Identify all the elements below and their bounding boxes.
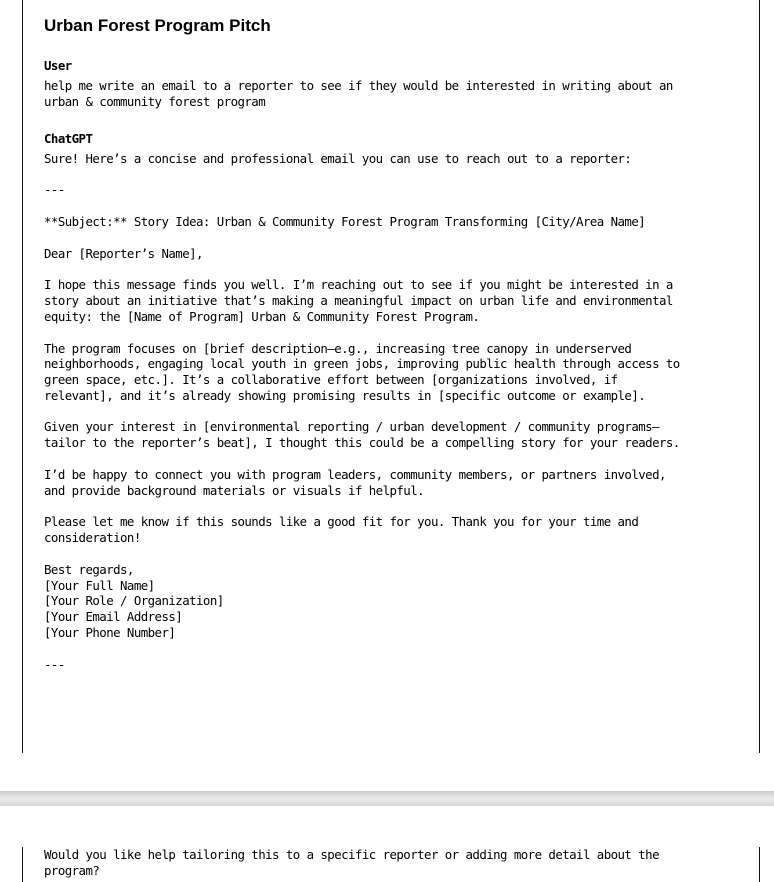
document-page-1 xyxy=(22,0,760,753)
signature-line: [Your Phone Number] xyxy=(44,625,176,640)
signature-line: [Your Role / Organization] xyxy=(44,593,224,608)
assistant-intro: Sure! Here’s a concise and professional email you can use to reach out to a reporter: xyxy=(44,151,632,166)
user-speaker-label: User xyxy=(44,58,72,73)
email-paragraph-line: I’d be happy to connect you with program leaders, community members, or partners involved, xyxy=(44,467,666,482)
email-paragraph-line: relevant], and it’s already showing promising results in [specific outcome or example]. xyxy=(44,388,646,403)
user-message-line: urban & community forest program xyxy=(44,94,266,109)
user-message-line: help me write an email to a reporter to see if they would be interested in writing about an xyxy=(44,78,673,93)
email-paragraph-line: consideration! xyxy=(44,530,141,545)
email-paragraph-line: I hope this message finds you well. I’m reaching out to see if you might be interested in a xyxy=(44,277,673,292)
signature-line: [Your Email Address] xyxy=(44,609,183,624)
divider-bottom: --- xyxy=(44,657,65,672)
email-paragraph-line: green space, etc.]. It’s a collaborative effort between [organizations involved, if xyxy=(44,372,618,387)
page-break-separator xyxy=(0,791,774,806)
divider-top: --- xyxy=(44,182,65,197)
closing-question-line: program? xyxy=(44,863,100,878)
document-title: Urban Forest Program Pitch xyxy=(44,16,271,35)
email-paragraph-line: equity: the [Name of Program] Urban & Community Forest Program. xyxy=(44,309,480,324)
signature-line: Best regards, xyxy=(44,562,134,577)
email-paragraph-line: and provide background materials or visuals if helpful. xyxy=(44,483,425,498)
closing-question-line: Would you like help tailoring this to a specific reporter or adding more detail about the xyxy=(44,847,659,862)
signature-line: [Your Full Name] xyxy=(44,578,155,593)
email-paragraph-line: tailor to the reporter’s beat], I thought this could be a compelling story for your readers. xyxy=(44,435,680,450)
email-paragraph-line: Given your interest in [environmental reporting / urban development / community programs— xyxy=(44,419,659,434)
email-paragraph-line: neighborhoods, engaging local youth in green jobs, improving public health through access to xyxy=(44,356,680,371)
email-paragraph-line: Please let me know if this sounds like a good fit for you. Thank you for your time and xyxy=(44,514,639,529)
email-greeting: Dear [Reporter’s Name], xyxy=(44,246,203,261)
assistant-speaker-label: ChatGPT xyxy=(44,131,93,146)
email-paragraph-line: The program focuses on [brief description—e.g., increasing tree canopy in underserved xyxy=(44,341,632,356)
document-page-2 xyxy=(22,847,760,882)
email-paragraph-line: story about an initiative that’s making a meaningful impact on urban life and environmental xyxy=(44,293,673,308)
email-subject: **Subject:** Story Idea: Urban & Community Forest Program Transforming [City/Area Name] xyxy=(44,214,646,229)
